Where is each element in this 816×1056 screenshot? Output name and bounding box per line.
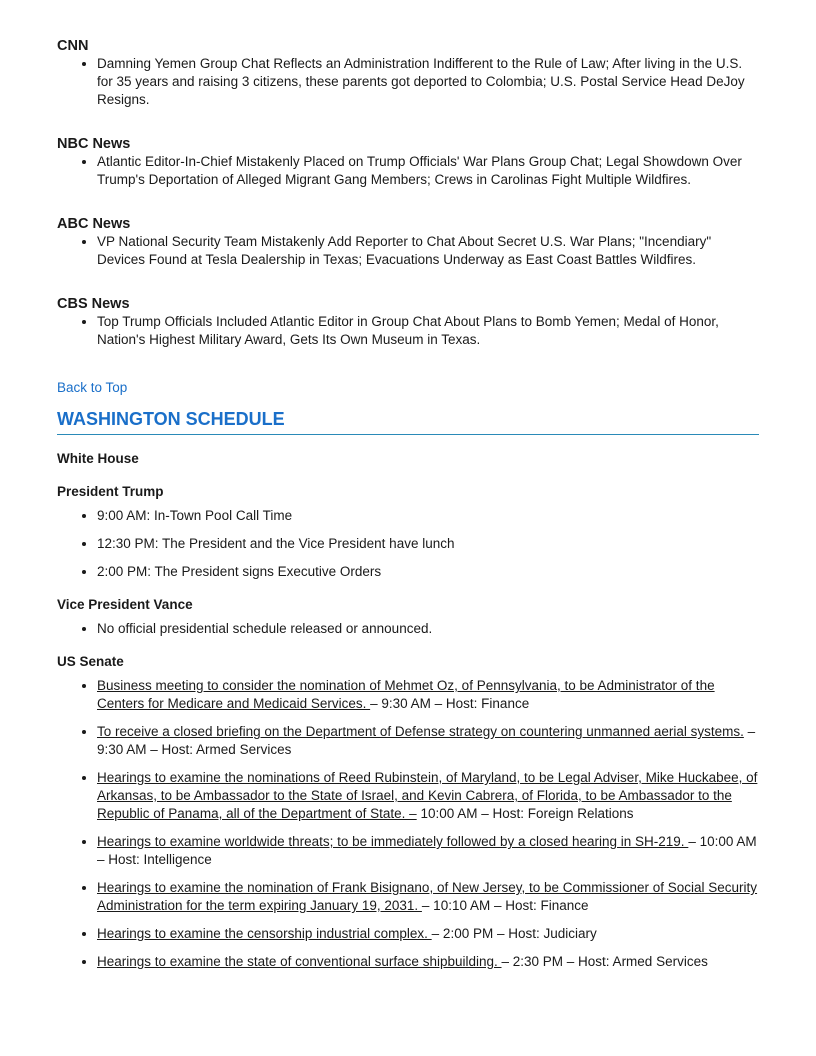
hearing-details: – 2:00 PM – Host: Judiciary <box>431 926 597 941</box>
senate-item <box>97 769 759 823</box>
news-block-nbc <box>57 135 759 189</box>
hearing-link[interactable]: Hearings to examine worldwide threats; to be immediately followed by a closed hearing in SH-219. <box>97 834 689 849</box>
schedule-item: • 12:30 PM: The President and the Vice President have lunch <box>97 535 759 553</box>
hearing-link[interactable]: Hearings to examine the nomination of Frank Bisignano, of New Jersey, to be Commissioner of Social Security Administration for the term expiring January 19, 2031. <box>97 880 758 913</box>
schedule-item: • 2:00 PM: The President signs Executive Orders <box>97 563 759 581</box>
headline-item: • VP National Security Team Mistakenly Add Reporter to Chat About Secret U.S. War Plans; "Incendiary" Devices Found at Tesla Dealership in Texas; Evacuations Underway as East Coast Battles Wildfires. <box>97 233 759 269</box>
hearing-details: 10:00 AM – Host: Foreign Relations <box>416 806 634 821</box>
back-to-top-link[interactable]: Back to Top <box>57 380 128 395</box>
news-block-abc <box>57 215 759 269</box>
headline-item: • Damning Yemen Group Chat Reflects an Administration Indifferent to the Rule of Law; After living in the U.S. for 35 years and raising 3 citizens, these parents got deported to Colombia; U.S. Postal Service Head DeJoy Resigns. <box>97 55 759 109</box>
headline-item: • Atlantic Editor-In-Chief Mistakenly Placed on Trump Officials' War Plans Group Chat; Legal Showdown Over Trump's Deportation of Alleged Migrant Gang Members; Crews in Carolinas Fight Multiple Wildfires. <box>97 153 759 189</box>
section-title: WASHINGTON SCHEDULE <box>57 407 759 435</box>
white-house-heading: White House <box>57 451 139 466</box>
president-schedule-list <box>57 507 759 581</box>
hearing-details: – 2:30 PM – Host: Armed Services <box>501 954 708 969</box>
senate-heading: US Senate <box>57 654 124 669</box>
hearing-details: – 10:10 AM – Host: Finance <box>421 898 589 913</box>
vice-president-schedule-list <box>57 620 759 638</box>
hearing-details: – 9:30 AM – Host: Finance <box>370 696 530 711</box>
senate-item <box>97 677 759 713</box>
outlet-name: CBS News <box>57 296 130 312</box>
hearing-link[interactable]: Business meeting to consider the nomination of Mehmet Oz, of Pennsylvania, to be Administrator of the Centers for Medicare and Medicaid Services. <box>97 678 715 711</box>
senate-item <box>97 723 759 759</box>
senate-schedule-list <box>57 677 759 971</box>
senate-item <box>97 879 759 915</box>
outlet-name: ABC News <box>57 216 131 232</box>
hearing-details: – 10:00 AM – Host: Intelligence <box>97 834 757 867</box>
vice-president-heading: Vice President Vance <box>57 597 193 612</box>
schedule-item: • 9:00 AM: In-Town Pool Call Time <box>97 507 759 525</box>
news-block-cbs <box>57 295 759 349</box>
hearing-link[interactable]: To receive a closed briefing on the Department of Defense strategy on countering unmanned aerial systems. <box>97 724 744 739</box>
senate-item <box>97 833 759 869</box>
senate-item <box>97 953 759 971</box>
hearing-link[interactable]: Hearings to examine the nominations of Reed Rubinstein, of Maryland, to be Legal Adviser, Mike Huckabee, of Arkansas, to be Ambassador to the State of Israel, and Kevin Cabrera, of Florida, to be Ambassador to the Republic of Panama, all of the Department of State. – <box>97 770 758 821</box>
hearing-link[interactable]: Hearings to examine the censorship industrial complex. <box>97 926 432 941</box>
president-heading: President Trump <box>57 484 164 499</box>
outlet-name: CNN <box>57 38 89 54</box>
hearing-link[interactable]: Hearings to examine the state of conventional surface shipbuilding. <box>97 954 502 969</box>
senate-item <box>97 925 759 943</box>
outlet-name: NBC News <box>57 136 131 152</box>
schedule-item: • No official presidential schedule released or announced. <box>97 620 759 638</box>
headline-item: • Top Trump Officials Included Atlantic Editor in Group Chat About Plans to Bomb Yemen; Medal of Honor, Nation's Highest Military Award, Gets Its Own Museum in Texas. <box>97 313 759 349</box>
hearing-details: – 9:30 AM – Host: Armed Services <box>97 724 756 757</box>
news-block-cnn <box>57 37 759 109</box>
